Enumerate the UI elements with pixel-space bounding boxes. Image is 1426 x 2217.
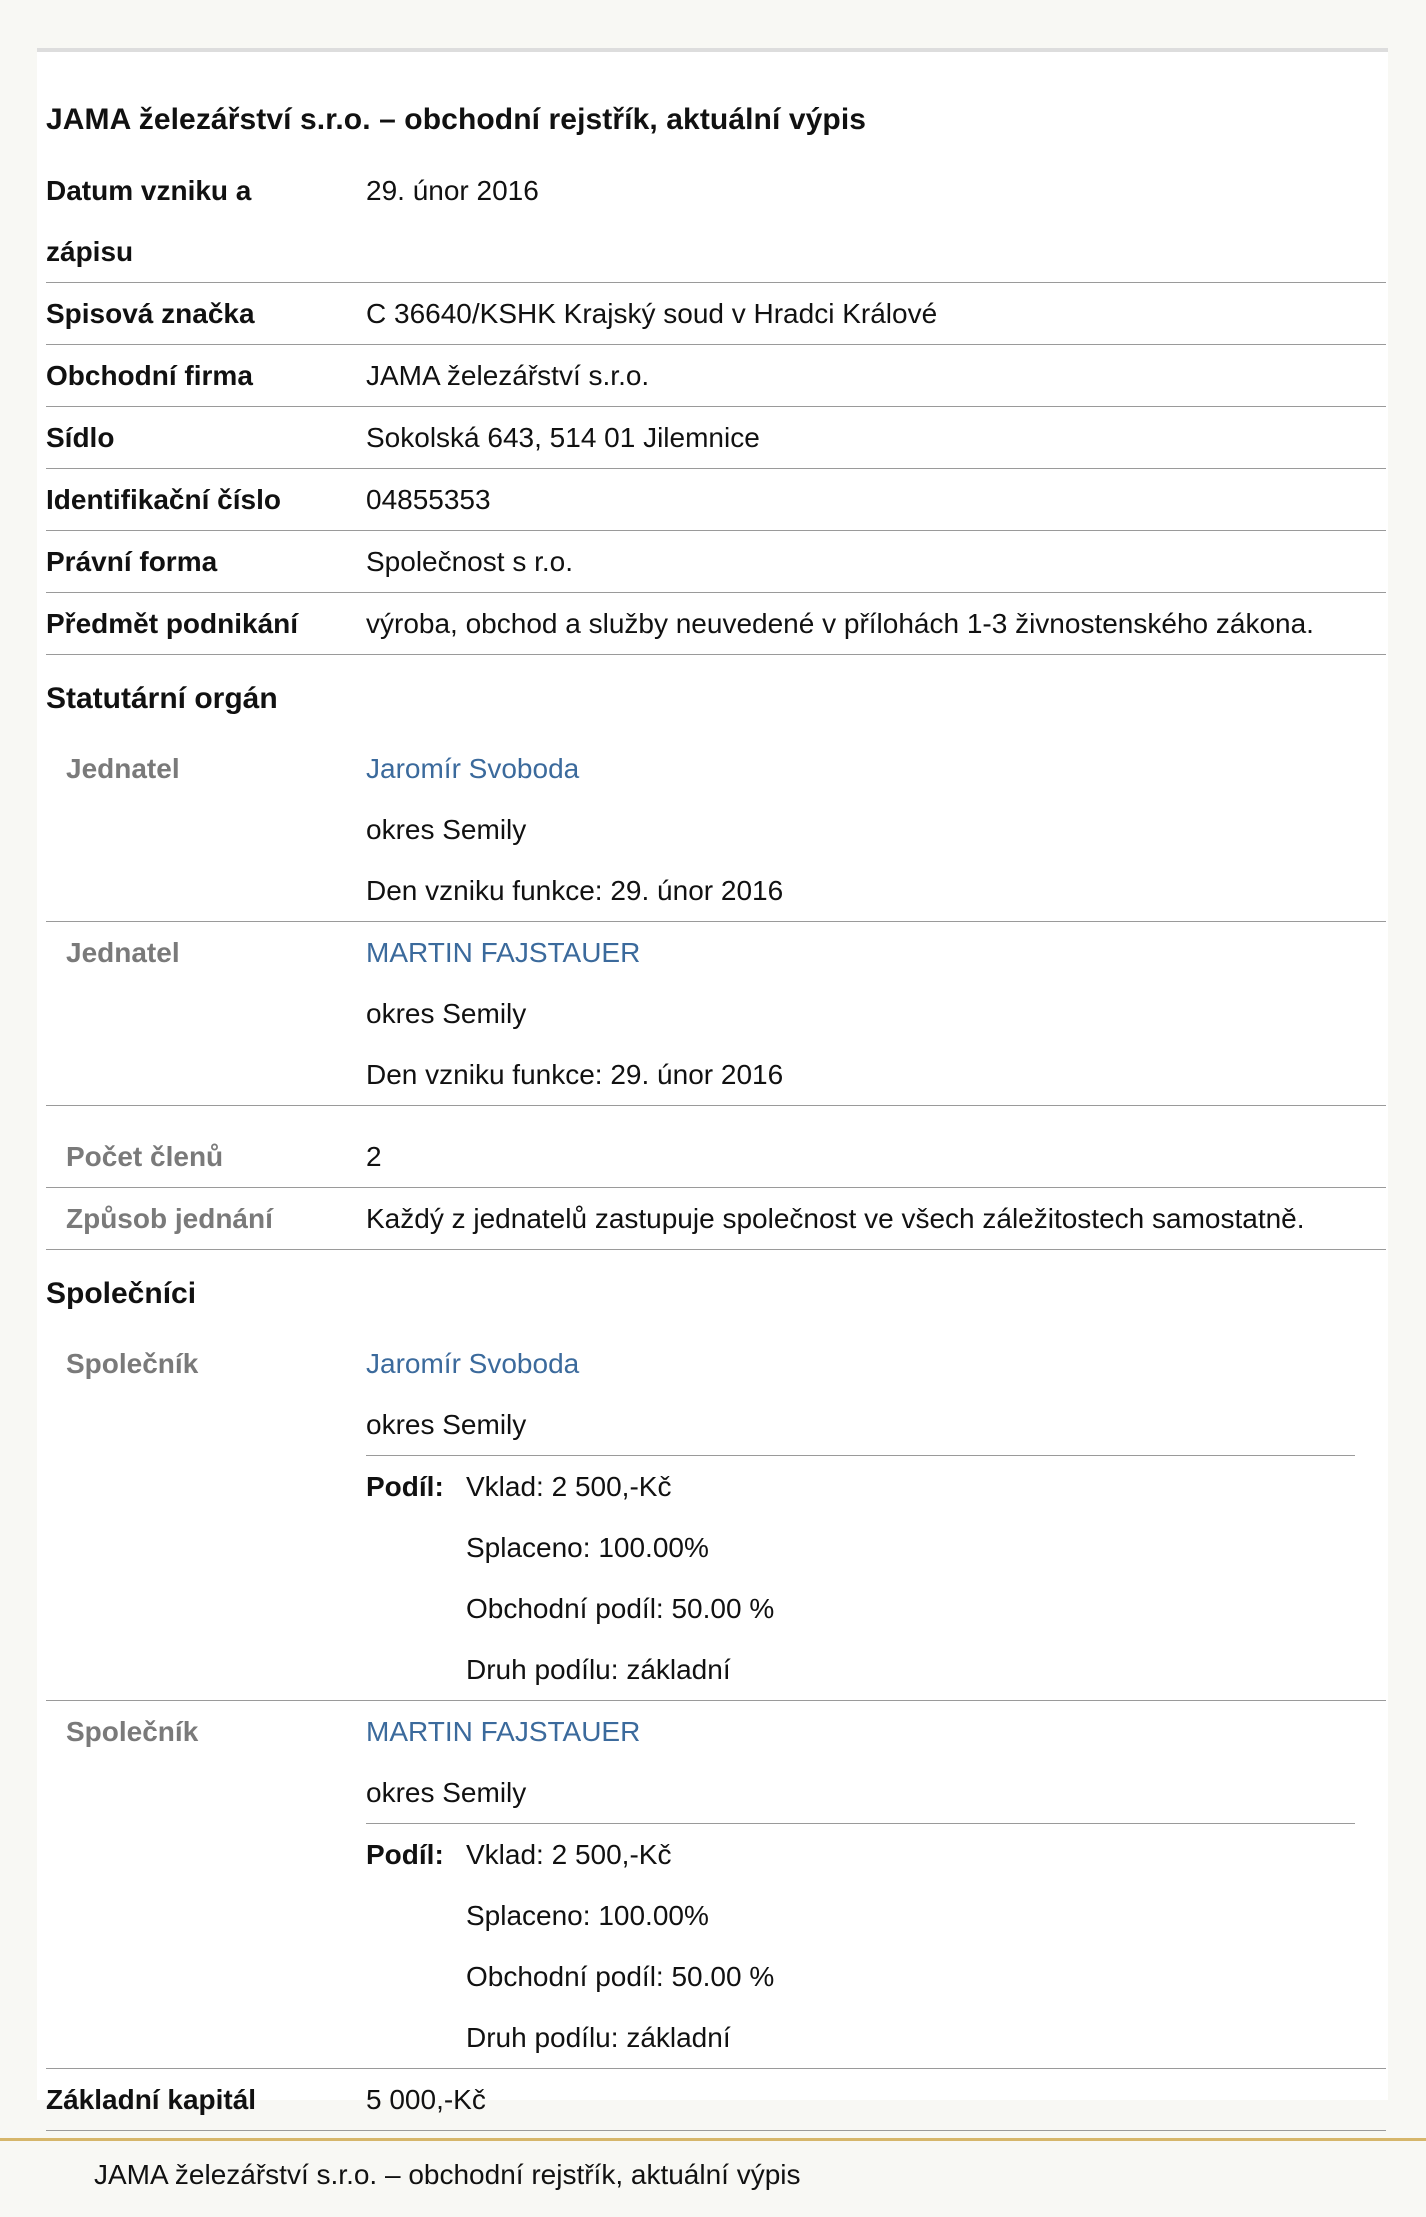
page-title: JAMA železářství s.r.o. – obchodní rejstřík, aktuální výpis — [46, 103, 867, 136]
share-type: Druh podílu: základní — [466, 1654, 731, 1685]
member-district: okres Semily — [366, 998, 527, 1029]
row-legal-form — [46, 531, 1386, 593]
share-deposit: Vklad: 2 500,-Kč — [466, 1839, 672, 1870]
field-value: C 36640/KSHK Krajský soud v Hradci Králové — [366, 283, 1386, 345]
partner-share — [366, 1823, 1355, 2068]
field-value: Každý z jednatelů zastupuje společnost ve všech záležitostech samostatně. — [366, 1188, 1386, 1250]
field-value: 5 000,-Kč — [366, 2069, 1386, 2131]
partner-share — [366, 1455, 1355, 1700]
field-value: JAMA železářství s.r.o. — [366, 345, 1386, 407]
row-founding-date — [46, 160, 1386, 283]
field-label: Způsob jednání — [46, 1188, 366, 1250]
member-name-link[interactable]: MARTIN FAJSTAUER — [366, 937, 641, 968]
statutory-member — [46, 738, 1386, 922]
member-role: Jednatel — [46, 922, 366, 1106]
member-district: okres Semily — [366, 814, 527, 845]
share-label: Podíl: — [366, 1839, 444, 1870]
partner-role: Společník — [46, 1701, 366, 2069]
partners-section — [46, 1250, 1386, 1334]
field-value: Společnost s r.o. — [366, 531, 1386, 593]
statutory-member — [46, 922, 1386, 1106]
partner-role: Společník — [46, 1333, 366, 1701]
row-seat — [46, 407, 1386, 469]
partner-name-link[interactable]: Jaromír Svoboda — [366, 1348, 580, 1379]
partner-name-link[interactable]: MARTIN FAJSTAUER — [366, 1716, 641, 1747]
field-label: Spisová značka — [46, 283, 366, 345]
share-type: Druh podílu: základní — [466, 2022, 731, 2053]
field-value: Sokolská 643, 514 01 Jilemnice — [366, 407, 1386, 469]
row-manner-of-acting — [46, 1188, 1386, 1250]
share-deposit: Vklad: 2 500,-Kč — [466, 1471, 672, 1502]
row-company-name — [46, 345, 1386, 407]
row-member-count — [46, 1106, 1386, 1188]
section-heading-statutory: Statutární orgán — [46, 682, 278, 715]
partner-entry — [46, 1333, 1386, 1701]
field-value: výroba, obchod a služby neuvedené v přílohách 1-3 živnostenského zákona. — [366, 593, 1386, 655]
field-label: Předmět podnikání — [46, 593, 366, 655]
field-value: 29. únor 2016 — [366, 160, 1386, 283]
field-label: Počet členů — [46, 1106, 366, 1188]
row-share-capital — [46, 2069, 1386, 2131]
member-since: Den vzniku funkce: 29. únor 2016 — [366, 1059, 784, 1090]
field-label: Základní kapitál — [46, 2069, 366, 2131]
field-label: Právní forma — [46, 531, 366, 593]
field-label: Obchodní firma — [46, 345, 366, 407]
field-label: Identifikační číslo — [46, 469, 366, 531]
member-role: Jednatel — [46, 738, 366, 922]
statutory-section — [46, 655, 1386, 739]
row-file-number — [46, 283, 1386, 345]
registry-extract — [46, 98, 1386, 2131]
partner-district: okres Semily — [366, 1777, 527, 1808]
row-company-id — [46, 469, 1386, 531]
field-value: 2 — [366, 1106, 1386, 1188]
share-percentage: Obchodní podíl: 50.00 % — [466, 1961, 775, 1992]
member-since: Den vzniku funkce: 29. únor 2016 — [366, 875, 784, 906]
partner-district: okres Semily — [366, 1409, 527, 1440]
partner-entry — [46, 1701, 1386, 2069]
content-card — [37, 48, 1388, 2115]
share-label: Podíl: — [366, 1471, 444, 1502]
row-business-activity — [46, 593, 1386, 655]
field-label: Datum vzniku a zápisu — [46, 160, 366, 283]
field-value: 04855353 — [366, 469, 1386, 531]
share-paid: Splaceno: 100.00% — [466, 1532, 709, 1563]
section-heading-partners: Společníci — [46, 1277, 197, 1310]
registry-table — [46, 160, 1386, 2131]
field-label: Sídlo — [46, 407, 366, 469]
share-percentage: Obchodní podíl: 50.00 % — [466, 1593, 775, 1624]
footer-title: JAMA železářství s.r.o. – obchodní rejstřík, aktuální výpis — [94, 2159, 801, 2190]
member-name-link[interactable]: Jaromír Svoboda — [366, 753, 580, 784]
page-footer — [0, 2138, 1426, 2217]
share-paid: Splaceno: 100.00% — [466, 1900, 709, 1931]
